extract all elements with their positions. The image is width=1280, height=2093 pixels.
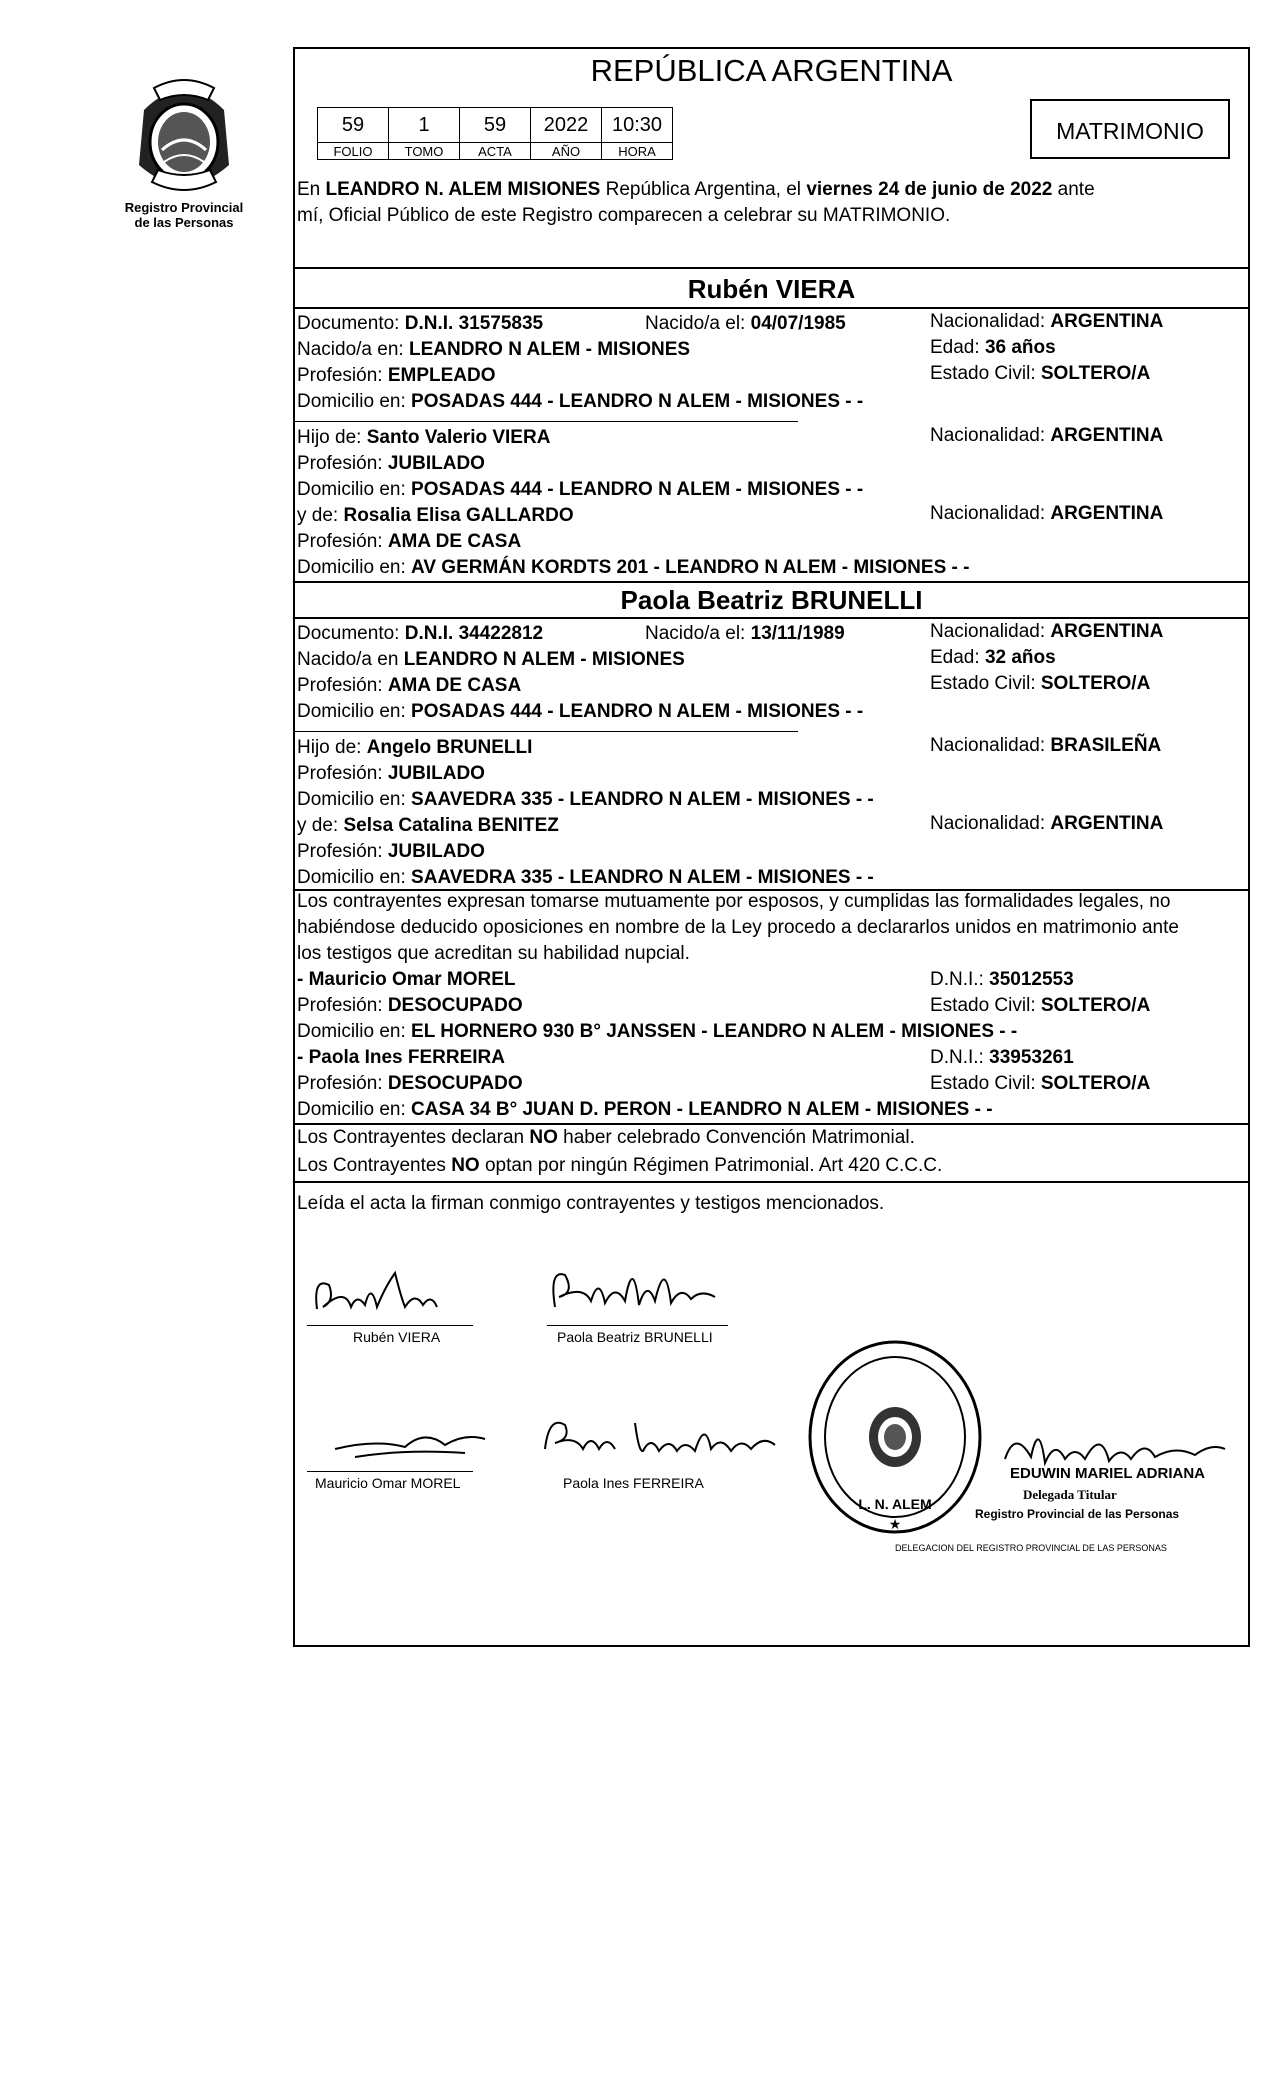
act-type-box: MATRIMONIO [1030, 99, 1230, 159]
groom-name: Rubén VIERA [687, 274, 856, 304]
bride-civil-status: Estado Civil: SOLTERO/A [930, 673, 1151, 694]
acta-value: 59 [460, 108, 531, 143]
witness-2-civil-status: Estado Civil: SOLTERO/A [930, 1073, 1151, 1094]
bride-father-nationality: Nacionalidad: BRASILEÑA [930, 735, 1162, 756]
groom-nationality: Nacionalidad: ARGENTINA [930, 311, 1164, 332]
coat-of-arms-icon [124, 70, 244, 200]
acta-label: ACTA [460, 143, 531, 160]
bride-nationality: Nacionalidad: ARGENTINA [930, 621, 1164, 642]
declaration-line-3: los testigos que acreditan su habilidad nupcial. [297, 943, 690, 964]
bride-signature-caption: Paola Beatriz BRUNELLI [557, 1329, 713, 1345]
witness-2-name: - Paola Ines FERREIRA [297, 1047, 505, 1068]
groom-signature-icon [305, 1257, 475, 1327]
groom-birthdate: Nacido/a el: 04/07/1985 [645, 313, 846, 334]
document-title: REPÚBLICA ARGENTINA [590, 53, 953, 88]
groom-father: Hijo de: Santo Valerio VIERA [297, 427, 551, 448]
groom-address: Domicilio en: POSADAS 444 - LEANDRO N ALEM - MISIONES - - [297, 391, 864, 412]
bride-age: Edad: 32 años [930, 647, 1056, 668]
registry-data-table [317, 107, 673, 160]
witness-2-profession: Profesión: DESOCUPADO [297, 1073, 523, 1094]
bride-mother-nationality: Nacionalidad: ARGENTINA [930, 813, 1164, 834]
witness-1-address: Domicilio en: EL HORNERO 930 B° JANSSEN - LEANDRO N ALEM - MISIONES - - [297, 1021, 1018, 1042]
witness-2-signature-caption: Paola Ines FERREIRA [563, 1475, 704, 1491]
intro-line-1: En LEANDRO N. ALEM MISIONES República Argentina, el viernes 24 de junio de 2022 ante [297, 179, 1095, 200]
bride-father-address: Domicilio en: SAAVEDRA 335 - LEANDRO N ALEM - MISIONES - - [297, 789, 874, 810]
groom-father-address: Domicilio en: POSADAS 444 - LEANDRO N ALEM - MISIONES - - [297, 479, 864, 500]
witness-1-signature-caption: Mauricio Omar MOREL [315, 1475, 461, 1491]
time-value: 10:30 [602, 108, 673, 143]
declaration-line-1: Los contrayentes expresan tomarse mutuamente por esposos, y cumplidas las formalidades legales, no [297, 891, 1171, 912]
svg-text:★: ★ [888, 1516, 902, 1532]
groom-father-nationality: Nacionalidad: ARGENTINA [930, 425, 1164, 446]
declaration-line-2: habiéndose deducido oposiciones en nombre de la Ley procedo a declararlos unidos en matrimonio ante [297, 917, 1179, 938]
bride-mother-address: Domicilio en: SAAVEDRA 335 - LEANDRO N ALEM - MISIONES - - [297, 867, 874, 888]
witness-1-profession: Profesión: DESOCUPADO [297, 995, 523, 1016]
groom-birthplace: Nacido/a en: LEANDRO N ALEM - MISIONES [297, 339, 691, 360]
groom-profession: Profesión: EMPLEADO [297, 365, 496, 386]
groom-age: Edad: 36 años [930, 337, 1056, 358]
agreement-line-2: Los Contrayentes NO optan por ningún Régimen Patrimonial. Art 420 C.C.C. [297, 1155, 943, 1176]
groom-document: Documento: D.N.I. 31575835 [297, 313, 544, 334]
bride-mother-profession: Profesión: JUBILADO [297, 841, 485, 862]
tomo-value: 1 [389, 108, 460, 143]
bride-address: Domicilio en: POSADAS 444 - LEANDRO N ALEM - MISIONES - - [297, 701, 864, 722]
agreement-line-1: Los Contrayentes declaran NO haber celebrado Convención Matrimonial. [297, 1127, 915, 1148]
groom-mother-profession: Profesión: AMA DE CASA [297, 531, 522, 552]
time-label: HORA [602, 143, 673, 160]
officer-signature-icon [985, 1409, 1245, 1499]
folio-value: 59 [318, 108, 389, 143]
witness-2-address: Domicilio en: CASA 34 B° JUAN D. PERON - LEANDRO N ALEM - MISIONES - - [297, 1099, 993, 1120]
official-seal-icon [805, 1337, 985, 1537]
groom-mother-nationality: Nacionalidad: ARGENTINA [930, 503, 1164, 524]
folio-label: FOLIO [318, 143, 389, 160]
year-label: AÑO [531, 143, 602, 160]
bride-profession: Profesión: AMA DE CASA [297, 675, 522, 696]
groom-mother-address: Domicilio en: AV GERMÁN KORDTS 201 - LEANDRO N ALEM - MISIONES - - [297, 557, 970, 578]
certificate-frame [293, 47, 1250, 1647]
bride-birthplace: Nacido/a en LEANDRO N ALEM - MISIONES [297, 649, 685, 670]
bride-signature-icon [535, 1245, 735, 1327]
bride-birthdate: Nacido/a el: 13/11/1989 [645, 623, 845, 644]
closing-statement: Leída el acta la firman conmigo contrayentes y testigos mencionados. [297, 1193, 885, 1214]
groom-signature-caption: Rubén VIERA [353, 1329, 441, 1345]
witness-1-signature-icon [315, 1409, 495, 1469]
witness-2-signature-icon [535, 1399, 795, 1473]
registry-logo [108, 70, 260, 230]
intro-line-2: mí, Oficial Público de este Registro comparecen a celebrar su MATRIMONIO. [297, 205, 951, 226]
witness-1-civil-status: Estado Civil: SOLTERO/A [930, 995, 1151, 1016]
groom-civil-status: Estado Civil: SOLTERO/A [930, 363, 1151, 384]
bride-document: Documento: D.N.I. 34422812 [297, 623, 544, 644]
year-value: 2022 [531, 108, 602, 143]
witness-1-dni: D.N.I.: 35012553 [930, 969, 1074, 990]
bride-father-profession: Profesión: JUBILADO [297, 763, 485, 784]
bride-mother: y de: Selsa Catalina BENITEZ [297, 815, 559, 836]
groom-mother: y de: Rosalia Elisa GALLARDO [297, 505, 574, 526]
officer-name: EDUWIN MARIEL ADRIANA [1010, 1465, 1205, 1482]
seal-ring-text: DELEGACION DEL REGISTRO PROVINCIAL DE LAS PERSONAS [895, 1543, 1167, 1553]
bride-name: Paola Beatriz BRUNELLI [620, 585, 923, 615]
witness-1-name: - Mauricio Omar MOREL [297, 969, 516, 990]
bride-father: Hijo de: Angelo BRUNELLI [297, 737, 533, 758]
officer-org: Registro Provincial de las Personas [975, 1507, 1180, 1521]
officer-role: Delegada Titular [1023, 1487, 1117, 1502]
witness-2-dni: D.N.I.: 33953261 [930, 1047, 1074, 1068]
groom-father-profession: Profesión: JUBILADO [297, 453, 485, 474]
logo-caption-1: Registro Provincial [124, 200, 244, 215]
tomo-label: TOMO [389, 143, 460, 160]
seal-bottom-text: L. N. ALEM [858, 1496, 932, 1512]
logo-caption-2: de las Personas [134, 215, 234, 230]
